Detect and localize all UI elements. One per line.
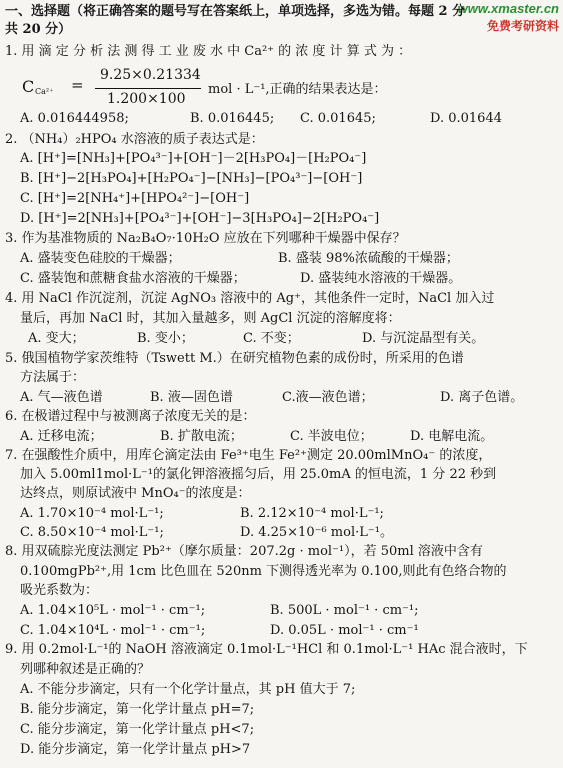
q4-option-d: D. 与沉淀晶型有关。 <box>362 331 485 346</box>
q7-option-c: C. 8.50×10⁻⁴ mol·L⁻¹; <box>20 525 164 540</box>
q3-option-a: A. 盛装变色硅胶的干燥器； <box>20 251 181 266</box>
q1-fraction-bar <box>95 88 201 89</box>
q5-stem-cont: 方法属于： <box>20 370 86 385</box>
q6-option-d: D. 电解电流。 <box>410 429 494 444</box>
q6-stem: 6. 在极谱过程中与被测离子浓度无关的是： <box>5 409 256 424</box>
section-title-cont: 共 20 分） <box>5 22 72 37</box>
q1-numerator: 9.25×0.21334 <box>100 67 201 83</box>
q5-stem: 5. 俄国植物学家茨维特（Tswett M.）在研究植物色素的成份时，所采用的色谱 <box>5 351 464 366</box>
q8-option-d: D. 0.05L · mol⁻¹ · cm⁻¹ <box>270 623 419 638</box>
q2-option-a: A. [H⁺]=[NH₃]+[PO₄³⁻]+[OH⁻]－2[H₃PO₄]－[H₂PO₄⁻] <box>20 151 367 166</box>
watermark <box>458 2 559 33</box>
q1-option-c: C. 0.01645; <box>300 111 376 126</box>
q1-unit-tail: mol · L⁻¹,正确的结果表达是： <box>208 82 387 97</box>
q3-stem: 3. 作为基准物质的 Na₂B₄O₇·10H₂O 应放在下列哪种干燥器中保存？ <box>5 231 406 246</box>
q1-equals: = <box>71 76 84 94</box>
q9-option-a: A. 不能分步滴定，只有一个化学计量点，其 pH 值大于 7; <box>20 682 356 697</box>
q5-option-a: A. 气—液色谱 <box>20 390 103 405</box>
q8-stem-cont2: 吸光系数为： <box>20 583 99 598</box>
q9-option-c: C. 能分步滴定，第一化学计量点 pH<7; <box>20 722 255 737</box>
q5-option-c: C.液—液色谱； <box>282 390 374 405</box>
q5-option-d: D. 离子色谱。 <box>440 390 524 405</box>
q4-option-a: A. 变大； <box>28 331 85 346</box>
watermark-url[interactable]: www.xmaster.cn <box>457 1 559 16</box>
q1-option-d: D. 0.01644 <box>430 111 502 126</box>
section-title: 一、选择题（将正确答案的题号写在答案纸上，单项选择，多选为错。每题 2 分 <box>5 4 466 19</box>
q4-option-b: B. 变小； <box>137 331 194 346</box>
q1-option-b: B. 0.016445; <box>190 111 275 126</box>
q2-option-b: B. [H⁺]−2[H₃PO₄]+[H₂PO₄⁻]−[NH₃]−[PO₄³⁻]−[OH⁻] <box>20 171 363 186</box>
q7-stem-cont1: 加入 5.00ml1mol·L⁻¹的氯化钾溶液摇匀后，用 25.0mA 的恒电流，1 分 22 秒到 <box>20 467 497 482</box>
q3-option-b: B. 盛装 98%浓硫酸的干燥器； <box>278 251 459 266</box>
q7-option-d: D. 4.25×10⁻⁶ mol·L⁻¹。 <box>240 525 393 540</box>
q9-stem-cont: 列哪种叙述是正确的？ <box>20 662 151 677</box>
q6-option-c: C. 半波电位； <box>290 429 373 444</box>
q8-stem: 8. 用双硫腙光度法测定 Pb²⁺（摩尔质量：207.2g · mol⁻¹），若 50ml 溶液中含有 <box>5 544 483 559</box>
q1-option-a: A. 0.016444958; <box>20 111 129 126</box>
q1-stem: 1. 用 滴 定 分 析 法 测 得 工 业 废 水 中 Ca²⁺ 的 浓 度 计 算 式 为 ： <box>5 44 412 59</box>
q9-option-b: B. 能分步滴定，第一化学计量点 pH=7; <box>20 702 255 717</box>
q3-option-d: D. 盛装纯水溶液的干燥器。 <box>300 271 462 286</box>
q1-c-sub: Ca²⁺ <box>35 87 54 96</box>
q7-option-a: A. 1.70×10⁻⁴ mol·L⁻¹; <box>20 506 164 521</box>
q2-stem: 2. （NH₄）₂HPO₄ 水溶液的质子表达式是： <box>5 132 264 147</box>
q1-c-label: C <box>22 77 35 96</box>
q1-denominator: 1.200×100 <box>107 91 186 107</box>
q8-option-c: C. 1.04×10⁴L · mol⁻¹ · cm⁻¹; <box>20 623 206 638</box>
q7-option-b: B. 2.12×10⁻⁴ mol·L⁻¹; <box>240 506 384 521</box>
q4-stem: 4. 用 NaCl 作沉淀剂，沉淀 AgNO₃ 溶液中的 Ag⁺，其他条件一定时，NaCl 加入过 <box>5 291 495 306</box>
q7-stem: 7. 在强酸性介质中，用库仑滴定法由 Fe³⁺电生 Fe²⁺测定 20.00mlMnO₄⁻ 的浓度， <box>5 448 492 463</box>
q1-formula <box>22 66 442 106</box>
q7-stem-cont2: 达终点，则原试液中 MnO₄⁻的浓度是： <box>20 486 251 501</box>
q6-option-b: B. 扩散电流； <box>160 429 243 444</box>
q4-stem-cont: 量后，再加 NaCl 时，其加入量越多，则 AgCl 沉淀的溶解度将： <box>20 311 401 326</box>
q4-option-c: C. 不变； <box>243 331 300 346</box>
watermark-text: 免费考研资料 <box>486 19 559 33</box>
q8-stem-cont1: 0.100mgPb²⁺,用 1cm 比色皿在 520nm 下测得透光率为 0.100,则此有色络合物的 <box>20 564 507 579</box>
q2-option-c: C. [H⁺]=2[NH₄⁺]+[HPO₄²⁻]−[OH⁻] <box>20 191 250 206</box>
q6-option-a: A. 迁移电流； <box>20 429 103 444</box>
q8-option-b: B. 500L · mol⁻¹ · cm⁻¹; <box>270 603 419 618</box>
q8-option-a: A. 1.04×10⁵L · mol⁻¹ · cm⁻¹; <box>20 603 206 618</box>
q9-stem: 9. 用 0.2mol·L⁻¹的 NaOH 溶液滴定 0.1mol·L⁻¹HCl 和 0.1mol·L⁻¹ HAc 混合液时，下 <box>5 642 528 657</box>
q3-option-c: C. 盛装饱和蔗糖食盐水溶液的干燥器； <box>20 271 246 286</box>
q9-option-d: D. 能分步滴定，第一化学计量点 pH>7 <box>20 742 251 757</box>
q5-option-b: B. 液—固色谱 <box>150 390 233 405</box>
q2-option-d: D. [H⁺]=2[NH₃]+[PO₄³⁻]+[OH⁻]−3[H₃PO₄]−2[H₂PO₄⁻] <box>20 211 380 226</box>
